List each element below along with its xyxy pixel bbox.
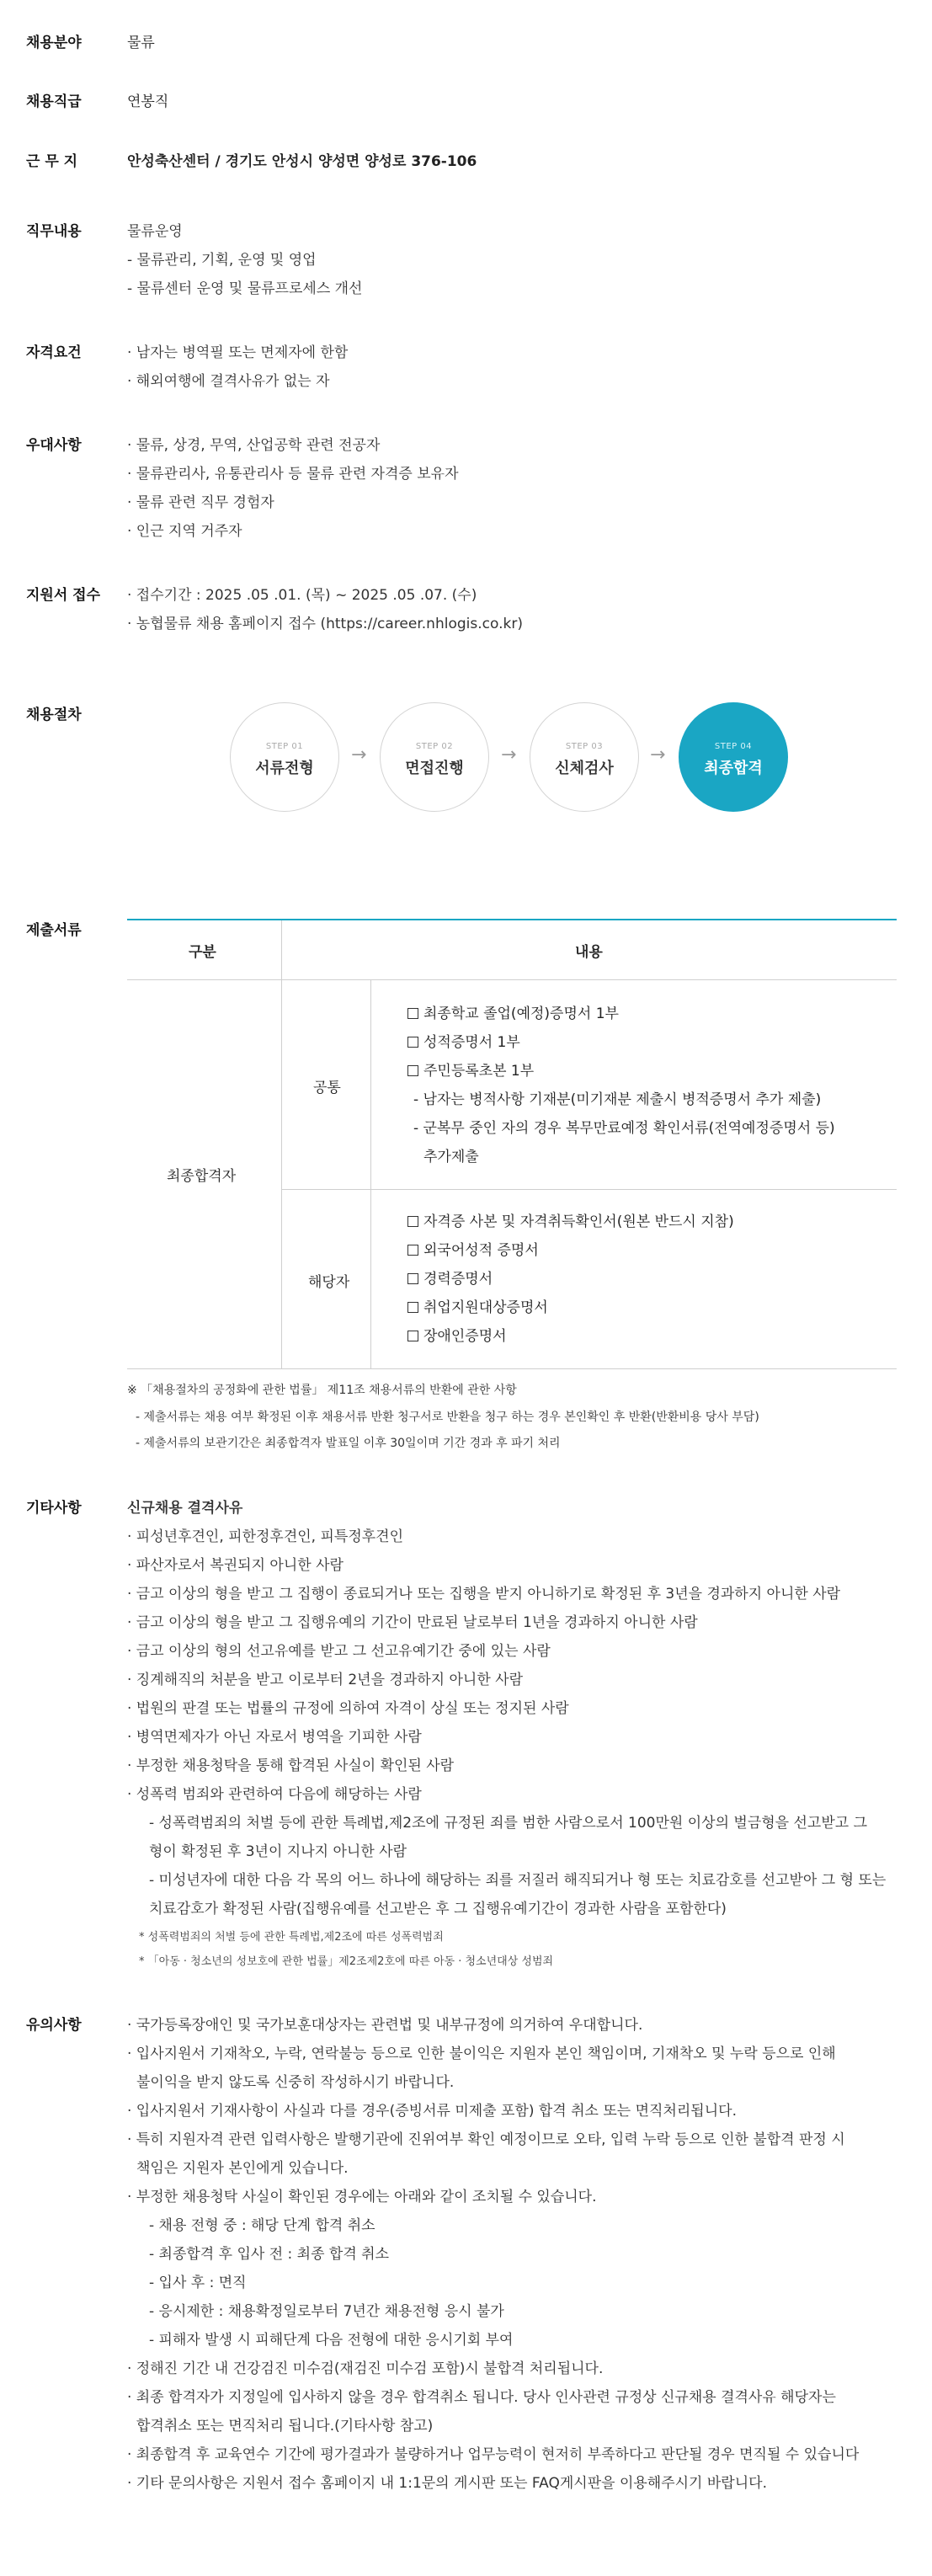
checkbox-icon [407, 1302, 418, 1313]
checkbox-icon [407, 1008, 418, 1019]
step-title: 서류전형 [255, 760, 314, 777]
step-2 [380, 702, 489, 812]
preference-item: · 물류 관련 직무 경험자 [127, 494, 274, 511]
documents-label: 제출서류 [26, 922, 82, 939]
qualification-item: · 남자는 병역필 또는 면제자에 한함 [127, 344, 349, 361]
arrow-right-icon: → [650, 744, 666, 765]
step-1 [230, 702, 339, 812]
doc-note: - 남자는 병적사항 기재분(미기재분 제출시 병적증명서 추가 제출) [413, 1091, 822, 1108]
doc-item: 장애인증명서 [407, 1324, 507, 1345]
checkbox-icon [407, 1273, 418, 1284]
common-label: 공통 [313, 1080, 341, 1096]
preferences-label: 우대사항 [26, 437, 82, 454]
checkbox-icon [407, 1065, 418, 1076]
workplace-value: 안성축산센터 / 경기도 안성시 양성면 양성로 376-106 [127, 153, 477, 170]
application-item: · 접수기간 : 2025 .05 .01. (목) ~ 2025 .05 .07. (수) [127, 587, 477, 604]
header-content: 내용 [575, 944, 603, 961]
etc-label: 기타사항 [26, 1500, 82, 1517]
divider [127, 1368, 897, 1369]
step-title: 면접진행 [405, 760, 464, 777]
doc-item: 성적증명서 1부 [407, 1030, 520, 1051]
documents-footnote: - 제출서류는 채용 여부 확정된 이후 채용서류 반환 청구서로 반환을 청구 하는 경우 본인확인 후 반환(반환비용 당사 부담) [136, 1411, 759, 1424]
header-category: 구분 [189, 944, 216, 961]
doc-item: 자격증 사본 및 자격취득확인서(원본 반드시 지참) [407, 1209, 734, 1230]
etc-small-note: * 성폭력범죄의 처벌 등에 관한 특례법,제2조에 따른 성폭력범죄 [139, 1931, 444, 1944]
duties-item: - 물류관리, 기획, 운영 및 영업 [127, 252, 317, 269]
step-number: STEP 04 [714, 742, 753, 751]
cautions-label: 유의사항 [26, 2017, 82, 2034]
duties-label: 직무내용 [26, 223, 82, 240]
caution-line: · 입사지원서 기재착오, 누락, 연락불능 등으로 인한 불이익은 지원자 본인 책임이며, 기재착오 및 누락 등으로 인해 [127, 2045, 836, 2062]
etc-item: · 파산자로서 복권되지 아니한 사람 [127, 1557, 344, 1574]
etc-subitem: 형이 확정된 후 3년이 지나지 아니한 사람 [149, 1843, 407, 1860]
caution-line: · 국가등록장애인 및 국가보훈대상자는 관련법 및 내부규정에 의거하여 우대합니다. [127, 2017, 643, 2034]
preference-item: · 인근 지역 거주자 [127, 523, 242, 540]
etc-subitem: - 미성년자에 대한 다음 각 목의 어느 하나에 해당하는 죄를 저질러 해직되거나 형 또는 치료감호를 선고받아 그 형 또는 [149, 1872, 887, 1889]
divider [127, 979, 897, 980]
step-number: STEP 03 [565, 742, 604, 751]
etc-item: · 징계해직의 처분을 받고 이로부터 2년을 경과하지 아니한 사람 [127, 1672, 523, 1688]
workplace-label: 근 무 지 [26, 153, 78, 170]
job-field-value: 물류 [127, 35, 155, 51]
arrow-right-icon: → [351, 744, 367, 765]
etc-item: · 금고 이상의 형을 받고 그 집행이 종료되거나 또는 집행을 받지 아니하기로 확정된 후 3년을 경과하지 아니한 사람 [127, 1586, 841, 1603]
step-number: STEP 02 [415, 742, 454, 751]
doc-item: 경력증명서 [407, 1267, 493, 1288]
caution-line: · 부정한 채용청탁 사실이 확인된 경우에는 아래와 같이 조치될 수 있습니다. [127, 2189, 597, 2205]
process-label: 채용절차 [26, 707, 82, 723]
divider [281, 1189, 897, 1190]
step-number: STEP 01 [265, 742, 304, 751]
caution-line: 책임은 지원자 본인에게 있습니다. [136, 2160, 349, 2177]
duties-item: - 물류센터 운영 및 물류프로세스 개선 [127, 280, 363, 297]
caution-line: - 피해자 발생 시 피해단계 다음 전형에 대한 응시기회 부여 [149, 2332, 514, 2349]
step-title: 최종합격 [704, 760, 763, 777]
caution-line: · 최종합격 후 교육연수 기간에 평가결과가 불량하거나 업무능력이 현저히 부족하다고 판단될 경우 면직될 수 있습니다 [127, 2446, 860, 2463]
step-4 [679, 702, 788, 812]
checkbox-icon [407, 1216, 418, 1227]
group-final-pass: 최종합격자 [167, 1168, 237, 1185]
doc-item: 최종학교 졸업(예정)증명서 1부 [407, 1001, 619, 1022]
qualifications-label: 자격요건 [26, 344, 82, 361]
caution-line: · 입사지원서 기재사항이 사실과 다를 경우(증빙서류 미제출 포함) 합격 취소 또는 면직처리됩니다. [127, 2103, 737, 2120]
caution-line: · 기타 문의사항은 지원서 접수 홈페이지 내 1:1문의 게시판 또는 FAQ게시판을 이용해주시기 바랍니다. [127, 2475, 767, 2492]
etc-subitem: - 성폭력범죄의 처벌 등에 관한 특례법,제2조에 규정된 죄를 범한 사람으로서 100만원 이상의 벌금형을 선고받고 그 [149, 1815, 868, 1832]
etc-item: · 금고 이상의 형의 선고유예를 받고 그 선고유예기간 중에 있는 사람 [127, 1643, 551, 1660]
job-field-label: 채용분야 [26, 35, 82, 51]
step-3 [530, 702, 639, 812]
caution-line: - 입사 후 : 면직 [149, 2275, 247, 2291]
caution-line: - 응시제한 : 채용확정일로부터 7년간 채용전형 응시 불가 [149, 2303, 504, 2320]
preference-item: · 물류, 상경, 무역, 산업공학 관련 전공자 [127, 437, 381, 454]
preference-item: · 물류관리사, 유통관리사 등 물류 관련 자격증 보유자 [127, 466, 459, 483]
etc-title: 신규채용 결격사유 [127, 1500, 243, 1517]
divider [370, 979, 371, 1368]
doc-note: - 군복무 중인 자의 경우 복무만료예정 확인서류(전역예정증명서 등) [413, 1120, 835, 1137]
checkbox-icon [407, 1037, 418, 1048]
doc-item: 주민등록초본 1부 [407, 1059, 534, 1080]
qualification-item: · 해외여행에 결격사유가 없는 자 [127, 373, 330, 390]
documents-footnote: - 제출서류의 보관기간은 최종합격자 발표일 이후 30일이며 기간 경과 후 파기 처리 [136, 1437, 561, 1450]
application-item: · 농협물류 채용 홈페이지 접수 (https://career.nhlogis.co.kr) [127, 616, 523, 632]
arrow-right-icon: → [501, 744, 517, 765]
doc-item: 외국어성적 증명서 [407, 1238, 539, 1259]
caution-line: - 최종합격 후 입사 전 : 최종 합격 취소 [149, 2246, 389, 2263]
etc-item: · 법원의 판결 또는 법률의 규정에 의하여 자격이 상실 또는 정지된 사람 [127, 1700, 569, 1717]
caution-line: · 최종 합격자가 지정일에 입사하지 않을 경우 합격취소 됩니다. 당사 인사관련 규정상 신규채용 결격사유 해당자는 [127, 2389, 836, 2406]
caution-line: - 채용 전형 중 : 해당 단계 합격 취소 [149, 2217, 375, 2234]
caution-line: 불이익을 받지 않도록 신중히 작성하시기 바랍니다. [136, 2074, 455, 2091]
step-title: 신체검사 [555, 760, 614, 777]
job-rank-value: 연봉직 [127, 93, 169, 110]
documents-footnote: ※ 「채용절차의 공정화에 관한 법률」 제11조 채용서류의 반환에 관한 사항 [127, 1384, 517, 1397]
checkbox-icon [407, 1245, 418, 1256]
etc-item: · 병역면제자가 아닌 자로서 병역을 기피한 사람 [127, 1729, 422, 1746]
etc-subitem: 치료감호가 확정된 사람(집행유예를 선고받은 후 그 집행유예기간이 경과한 사람을 포함한다) [149, 1901, 727, 1917]
etc-small-note: * 「아동 · 청소년의 성보호에 관한 법률」제2조제2호에 따른 아동 · 청소년대상 성범죄 [139, 1955, 554, 1968]
doc-item: 취업지원대상증명서 [407, 1295, 548, 1316]
etc-item: · 피성년후견인, 피한정후견인, 피특정후견인 [127, 1528, 404, 1545]
applicable-label: 해당자 [308, 1274, 350, 1291]
caution-line: · 특히 지원자격 관련 입력사항은 발행기관에 진위여부 확인 예정이므로 오타, 입력 누락 등으로 인한 불합격 판정 시 [127, 2131, 845, 2148]
caution-line: · 정해진 기간 내 건강검진 미수검(재검진 미수검 포함)시 불합격 처리됩니다. [127, 2360, 604, 2377]
etc-item: · 금고 이상의 형을 받고 그 집행유예의 기간이 만료된 날로부터 1년을 경과하지 아니한 사람 [127, 1614, 698, 1631]
table-top-border [127, 919, 897, 920]
doc-note: 추가제출 [423, 1149, 479, 1165]
caution-line: 합격취소 또는 면직처리 됩니다.(기타사항 참고) [136, 2418, 434, 2435]
etc-item: · 부정한 채용청탁을 통해 합격된 사실이 확인된 사람 [127, 1757, 455, 1774]
etc-item: · 성폭력 범죄와 관련하여 다음에 해당하는 사람 [127, 1786, 422, 1803]
duties-title: 물류운영 [127, 223, 183, 240]
application-label: 지원서 접수 [26, 587, 101, 604]
divider [281, 920, 282, 1368]
checkbox-icon [407, 1331, 418, 1341]
job-rank-label: 채용직급 [26, 93, 82, 110]
